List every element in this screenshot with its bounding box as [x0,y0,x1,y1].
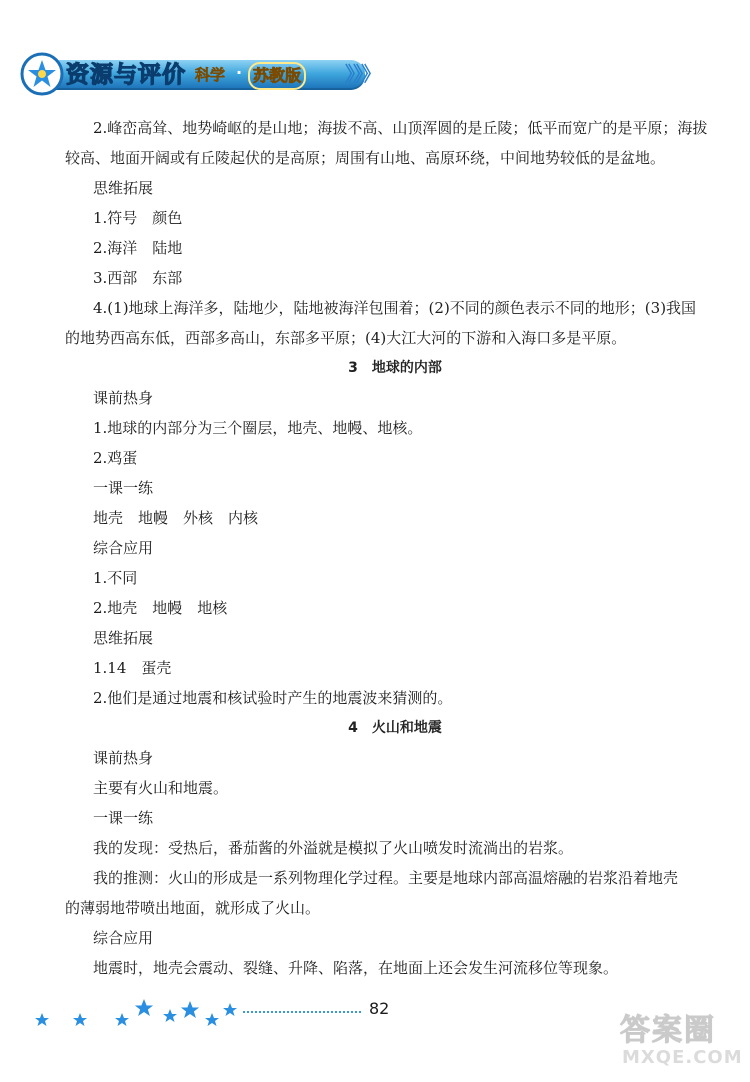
header-separator: · [236,63,243,82]
answer-line: 2.海洋 陆地 [93,239,183,257]
subsection-heading: 课前热身 [93,749,154,767]
subsection-heading: 一课一练 [93,809,154,827]
decorative-stars-icon [30,995,240,1035]
answer-line: 的薄弱地带喷出地面，就形成了火山。 [65,899,321,917]
answer-line: 地壳 地幔 外核 内核 [93,509,259,527]
edition-badge: 苏教版 [248,62,306,90]
subsection-heading: 课前热身 [93,389,154,407]
answer-line: 较高、地面开阔或有丘陵起伏的是高原；周围有山地、高原环绕，中间地势较低的是盆地。 [65,149,666,167]
footer-dotted-rule [243,1011,361,1013]
star-icon [163,1009,177,1022]
answer-line: 1.地球的内部分为三个圈层，地壳、地幔、地核。 [93,419,423,437]
subject-label: 科学 [195,66,226,84]
watermark-logo-text: 答案圈 [620,1013,716,1048]
header-arrows-icon: 》》》 [345,62,379,86]
lesson-heading: 4 火山和地震 [348,720,442,736]
answer-line: 2.他们是通过地震和核试验时产生的地震波来猜测的。 [93,689,453,707]
answer-line: 1.符号 颜色 [93,209,183,227]
watermark [620,1005,743,1077]
subsection-heading: 思维拓展 [93,629,154,647]
answer-line: 2.鸡蛋 [93,449,138,467]
star-icon [205,1013,219,1026]
answer-line: 2.峰峦高耸、地势崎岖的是山地；海拔不高、山顶浑圆的是丘陵；低平而宽广的是平原；海拔 [93,119,708,137]
page-number: 82 [369,999,390,1018]
answer-line: 我的发现：受热后，番茄酱的外溢就是模拟了火山喷发时流淌出的岩浆。 [93,839,574,857]
watermark-url: MXQE.COM [622,1047,743,1068]
star-icon [181,1001,199,1018]
lesson-heading: 3 地球的内部 [348,360,442,376]
answer-line: 4.(1)地球上海洋多，陆地少，陆地被海洋包围着；(2)不同的颜色表示不同的地形；(3)我国 [93,299,697,317]
answer-line: 我的推测：火山的形成是一系列物理化学过程。主要是地球内部高温熔融的岩浆沿着地壳 [93,869,679,887]
answer-content [65,113,715,983]
answer-line: 1.不同 [93,569,138,587]
star-icon [115,1013,129,1026]
answer-line: 2.地壳 地幔 地核 [93,599,228,617]
subsection-heading: 综合应用 [93,539,154,557]
logo-star-icon [20,52,64,96]
subsection-heading: 思维拓展 [93,179,154,197]
subsection-heading: 综合应用 [93,929,154,947]
answer-line: 地震时，地壳会震动、裂缝、升降、陷落，在地面上还会发生河流移位等现象。 [93,959,619,977]
star-icon [73,1013,87,1026]
header-banner [20,52,379,98]
star-icon [135,999,153,1016]
answer-line: 3.西部 东部 [93,269,183,287]
star-icon [223,1003,237,1016]
answer-line: 主要有火山和地震。 [93,779,229,797]
answer-line: 的地势西高东低，西部多高山，东部多平原；(4)大江大河的下游和入海口多是平原。 [65,329,627,347]
book-series-title: 资源与评价 [66,62,186,88]
star-icon [35,1013,49,1026]
subsection-heading: 一课一练 [93,479,154,497]
answer-line: 1.14 蛋壳 [93,659,172,677]
